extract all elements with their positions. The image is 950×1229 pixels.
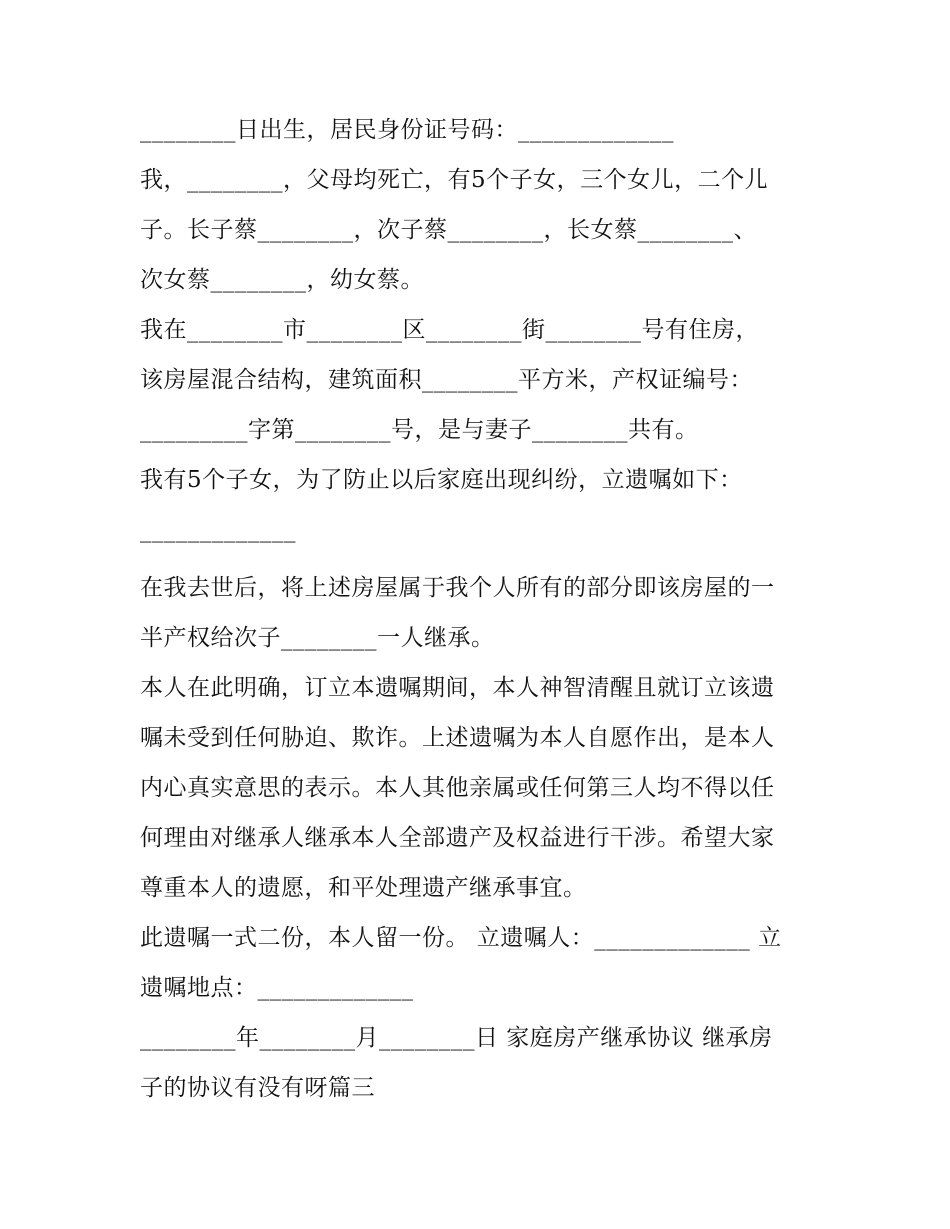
text-line-10: 在我去世后，将上述房屋属于我个人所有的部分即该房屋的一 <box>140 575 775 601</box>
text-line-2: 我，________，父母均死亡，有5个子女，三个女儿，二个儿 <box>140 167 769 193</box>
text-line-8: 我有5个子女，为了防止以后家庭出现纠纷，立遗嘱如下： <box>140 467 743 493</box>
text-line-12: 本人在此明确，订立本遗嘱期间，本人神智清醒且就订立该遗 <box>140 675 775 701</box>
text-line-19: ________年________月________日 家庭房产继承协议 继承房 <box>140 1025 773 1051</box>
text-line-15: 何理由对继承人继承本人全部遗产及权益进行干涉。希望大家 <box>140 825 775 851</box>
text-line-20: 子的协议有没有呀篇三 <box>140 1075 375 1101</box>
text-line-1: ________日出生，居民身份证号码：_____________ <box>140 117 674 143</box>
text-line-9: _____________ <box>140 517 296 543</box>
text-line-14: 内心真实意思的表示。本人其他亲属或任何第三人均不得以任 <box>140 775 775 801</box>
text-line-5: 我在________市________区________街________号有住房， <box>140 317 759 343</box>
text-line-11: 半产权给次子________一人继承。 <box>140 625 495 651</box>
document-page <box>140 105 820 1113</box>
text-line-4: 次女蔡________，幼女蔡。 <box>140 267 424 293</box>
text-line-3: 子。长子蔡________，次子蔡________，长女蔡________、 <box>140 217 757 243</box>
text-line-16: 尊重本人的遗愿，和平处理遗产继承事宜。 <box>140 875 587 901</box>
text-line-6: 该房屋混合结构，建筑面积________平方米，产权证编号： <box>140 367 753 393</box>
text-line-17: 此遗嘱一式二份，本人留一份。 立遗嘱人：_____________ 立 <box>140 925 782 951</box>
text-line-18: 遗嘱地点：_____________ <box>140 975 414 1001</box>
text-line-13: 嘱未受到任何胁迫、欺诈。上述遗嘱为本人自愿作出，是本人 <box>140 725 775 751</box>
text-line-7: _________字第________号，是与妻子________共有。 <box>140 417 699 443</box>
